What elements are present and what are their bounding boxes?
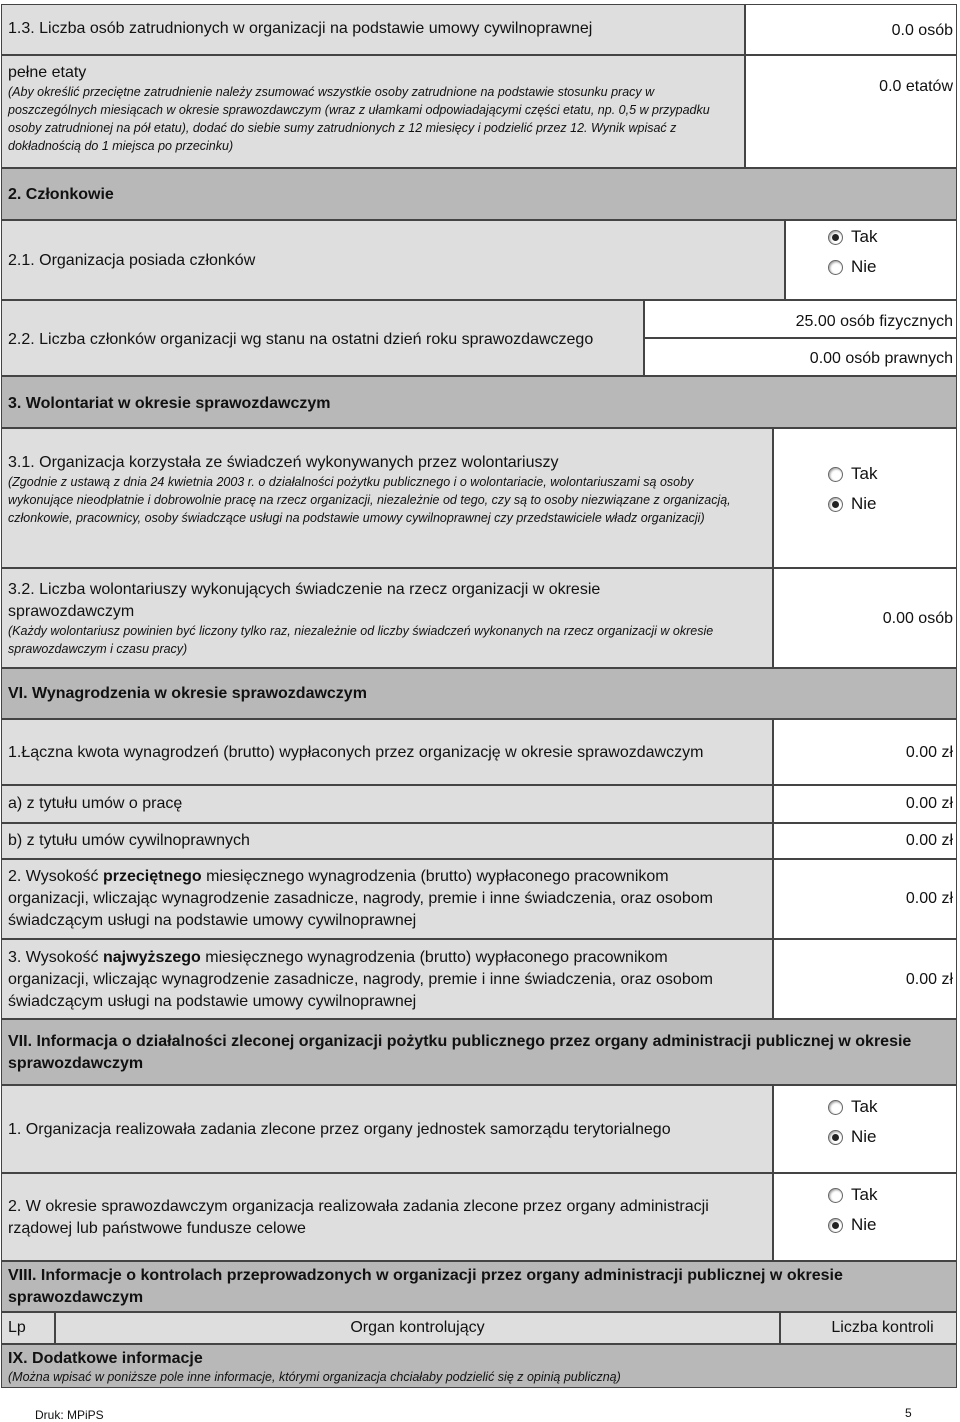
radio-option-tak[interactable] bbox=[828, 1092, 877, 1122]
salary-average-prefix: 2. Wysokość bbox=[8, 868, 103, 885]
radio-button[interactable] bbox=[828, 1188, 843, 1203]
radio-button[interactable] bbox=[828, 1100, 843, 1115]
salary-max-prefix: 3. Wysokość bbox=[8, 949, 103, 966]
employment-civil-value: 0.0 osób bbox=[891, 22, 953, 39]
radio-button-checked[interactable] bbox=[828, 1218, 843, 1233]
volunteers-count-value: 0.00 osób bbox=[882, 610, 953, 627]
salary-average-label bbox=[8, 866, 748, 932]
salary-average-suffix: miesięcznego wynagrodzenia (brutto) wypłaconego pracownikom organizacji, wliczając wynagrodzenie zasadnicze, nagrody, premie i inne świadczenia, oraz osobom świadczącym usługi na podstawie umowy cywilnoprawnej bbox=[8, 868, 713, 929]
used-volunteers-radio-group[interactable] bbox=[828, 459, 877, 519]
salary-max-label bbox=[8, 947, 748, 1013]
used-volunteers-note: (Zgodnie z ustawą z dnia 24 kwietnia 2003 r. o działalności pożytku publicznego i o wolontariacie, wolontariuszami są osoby wykonujące nieodpłatnie i dobrowolnie pracę na rzecz organizacji, niezależnie od tego, czy są to osoby niezwiązane z organizacją, członkowie, pracownicy, osoby świadczące usługi na podstawie umowy cywilnoprawnej czy przedstawiciele władz organizacji) bbox=[8, 475, 731, 525]
gov-tasks-label: 2. W okresie sprawozdawczym organizacja realizowała zadania zlecone przez organy administracji rządowej lub państwowe fundusze celowe bbox=[8, 1198, 709, 1237]
radio-label: Nie bbox=[851, 1215, 877, 1234]
inspections-header: VIII. Informacje o kontrolach przeprowadzonych w organizacji przez organy administracji publicznej w okresie sprawozdawczym bbox=[8, 1267, 843, 1306]
fte-value: 0.0 etatów bbox=[879, 78, 953, 95]
radio-label: Tak bbox=[851, 1185, 878, 1204]
salary-max-bold: najwyższego bbox=[103, 949, 201, 966]
commissioned-header: VII. Informacja o działalności zleconej organizacji pożytku publicznego przez organy administracji publicznej w okresie sprawozdawczym bbox=[8, 1033, 912, 1072]
salaries-civil-value: 0.00 zł bbox=[905, 832, 953, 849]
radio-button-checked[interactable] bbox=[828, 497, 843, 512]
radio-option-nie[interactable] bbox=[828, 489, 877, 519]
employment-civil-title: 1.3. Liczba osób zatrudnionych w organizacji na podstawie umowy cywilnoprawnej bbox=[8, 20, 593, 37]
col-lp-label: Lp bbox=[8, 1319, 26, 1336]
volunteering-header: 3. Wolontariat w okresie sprawozdawczym bbox=[8, 395, 331, 412]
radio-option-tak[interactable] bbox=[828, 459, 877, 489]
salary-average-bold: przeciętnego bbox=[103, 868, 202, 885]
section-members-header bbox=[1, 168, 957, 220]
salaries-total-value: 0.00 zł bbox=[905, 744, 953, 761]
salary-max-suffix: miesięcznego wynagrodzenia (brutto) wypłaconego pracownikom organizacji, wliczając wynagrodzenie zasadnicze, nagrody, premie i inne świadczenia, oraz osobom świadczącym usługi na podstawie umowy cywilnoprawnej bbox=[8, 949, 713, 1010]
salaries-employment-label: a) z tytułu umów o pracę bbox=[8, 795, 183, 812]
salaries-total-label: 1.Łączna kwota wynagrodzeń (brutto) wypłaconych przez organizację w okresie sprawozdawczym bbox=[8, 744, 704, 761]
salary-average-value: 0.00 zł bbox=[905, 890, 953, 907]
members-count-label: 2.2. Liczba członków organizacji wg stanu na ostatni dzień roku sprawozdawczego bbox=[8, 331, 594, 348]
members-natural-value: 25.00 osób fizycznych bbox=[795, 313, 953, 330]
radio-option-nie[interactable] bbox=[828, 1122, 877, 1152]
has-members-radio-group[interactable] bbox=[828, 222, 877, 282]
fte-note: (Aby określić przeciętne zatrudnienie należy zsumować wszystkie osoby zatrudnione na podstawie stosunku pracy w poszczególnych miesiącach w okresie sprawozdawczym (wraz z ułamkami odpowiadającymi części etatu, np. 0,5 w przypadku osoby zatrudnionej na pół etatu), dodać do siebie sumy zatrudnionych z 12 miesięcy i podzielić przez 12. Wynik wpisać z dokładnością do 1 miejsca po przecinku) bbox=[8, 85, 710, 153]
salaries-employment-value: 0.00 zł bbox=[905, 795, 953, 812]
salaries-header: VI. Wynagrodzenia w okresie sprawozdawczym bbox=[8, 685, 367, 702]
members-legal-value: 0.00 osób prawnych bbox=[809, 350, 953, 367]
radio-label: Tak bbox=[851, 227, 878, 246]
gov-tasks-radio-group[interactable] bbox=[828, 1180, 877, 1240]
volunteers-count-note: (Każdy wolontariusz powinien być liczony tylko raz, niezależnie od liczby świadczeń wykonanych na rzecz organizacji w okresie sprawozdawczym i czasu pracy) bbox=[8, 624, 714, 656]
volunteers-count-label: 3.2. Liczba wolontariuszy wykonujących świadczenie na rzecz organizacji w okresie sprawozdawczym bbox=[8, 581, 601, 620]
used-volunteers-label: 3.1. Organizacja korzystała ze świadczeń wykonywanych przez wolontariuszy bbox=[8, 454, 559, 471]
salaries-civil-label: b) z tytułu umów cywilnoprawnych bbox=[8, 832, 250, 849]
radio-button-checked[interactable] bbox=[828, 1130, 843, 1145]
col-count-label: Liczba kontroli bbox=[831, 1319, 934, 1336]
fte-label: pełne etaty bbox=[8, 64, 87, 81]
col-organ-label: Organ kontrolujący bbox=[350, 1319, 485, 1336]
additional-note: (Można wpisać w poniższe pole inne informacje, którymi organizacja chciałaby podzielić się z opinią publiczną) bbox=[8, 1370, 621, 1384]
radio-label: Nie bbox=[851, 1127, 877, 1146]
radio-option-nie[interactable] bbox=[828, 252, 877, 282]
salary-max-value: 0.00 zł bbox=[905, 971, 953, 988]
footer-page-number: 5 bbox=[905, 1406, 912, 1420]
radio-option-tak[interactable] bbox=[828, 1180, 877, 1210]
radio-option-nie[interactable] bbox=[828, 1210, 877, 1240]
local-gov-tasks-label: 1. Organizacja realizowała zadania zlecone przez organy jednostek samorządu terytorialnego bbox=[8, 1121, 671, 1138]
fte-value-cell bbox=[745, 55, 957, 168]
local-gov-tasks-radio-group[interactable] bbox=[828, 1092, 877, 1152]
additional-header: IX. Dodatkowe informacje bbox=[8, 1350, 203, 1367]
footer-print-label: Druk: MPiPS bbox=[35, 1408, 104, 1422]
radio-label: Tak bbox=[851, 1097, 878, 1116]
has-members-label: 2.1. Organizacja posiada członków bbox=[8, 252, 256, 269]
radio-button-checked[interactable] bbox=[828, 230, 843, 245]
radio-label: Nie bbox=[851, 257, 877, 276]
radio-label: Nie bbox=[851, 494, 877, 513]
radio-button[interactable] bbox=[828, 260, 843, 275]
radio-label: Tak bbox=[851, 464, 878, 483]
members-header: 2. Członkowie bbox=[8, 186, 114, 203]
radio-option-tak[interactable] bbox=[828, 222, 877, 252]
radio-button[interactable] bbox=[828, 467, 843, 482]
